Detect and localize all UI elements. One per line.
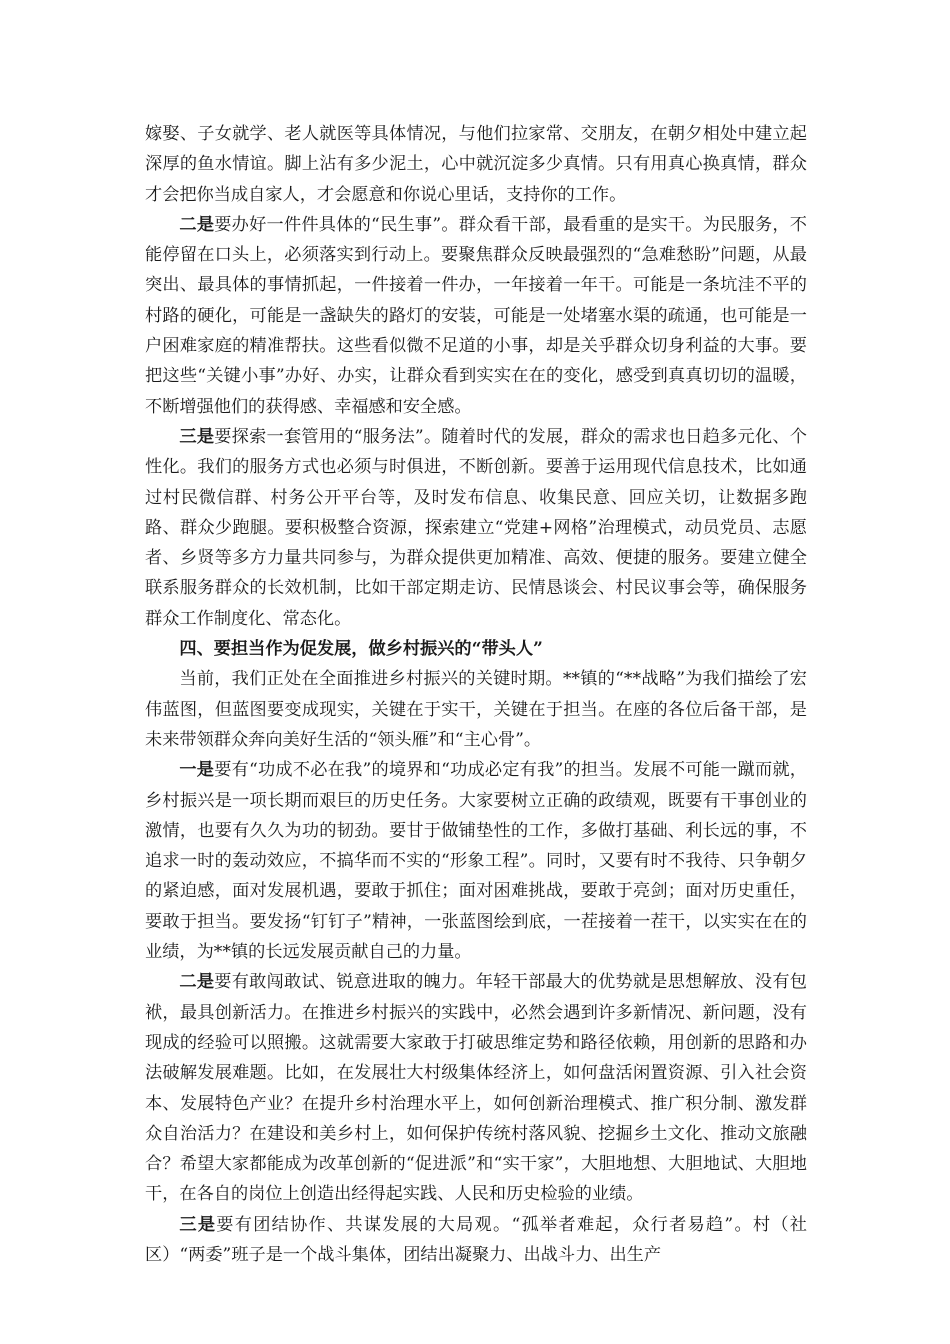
paragraph-point-two (145, 967, 807, 1209)
paragraph-text: 要办好一件件具体的“民生事”。群众看干部，最看重的是实干。为民服务，不能停留在口头上，必须落实到行动上。要聚焦群众反映最强烈的“急难愁盼”问题，从最突出、最具体的事情抓起，一件接着一件办，一年接着一年干。可能是一条坑洼不平的村路的硬化，可能是一盏缺失的路灯的安装，可能是一处堵塞水渠的疏通，也可能是一户困难家庭的精准帮扶。这些看似微不足道的小事，却是关乎群众切身利益的大事。要把这些“关键小事”办好、办实，让群众看到实实在在的变化，感受到真真切切的温暖，不断增强他们的获得感、幸福感和安全感。 (145, 214, 807, 417)
paragraph-lead: 一是 (179, 760, 215, 781)
paragraph-text: 要探索一套管用的“服务法”。随着时代的发展，群众的需求也日趋多元化、个性化。我们的服务方式也必须与时俱进，不断创新。要善于运用现代信息技术，比如通过村民微信群、村务公开平台等，及时发布信息、收集民意、回应关切，让数据多跑路、群众少跑腿。要积极整合资源，探索建立“党建+网格”治理模式，动员党员、志愿者、乡贤等多方力量共同参与，为群众提供更加精准、高效、便捷的服务。要建立健全联系服务群众的长效机制，比如干部定期走访、民情恳谈会、村民议事会等，确保服务群众工作制度化、常态化。 (145, 426, 807, 629)
paragraph-text: 要有“功成不必在我”的境界和“功成必定有我”的担当。发展不可能一蹴而就，乡村振兴是一项长期而艰巨的历史任务。大家要树立正确的政绩观，既要有干事创业的激情，也要有久久为功的韧劲。要甘于做铺垫性的工作，多做打基础、利长远的事，不追求一时的轰动效应，不搞华而不实的“形象工程”。同时，又要有时不我待、只争朝夕的紧迫感，面对发展机遇，要敢于抓住；面对困难挑战，要敢于亮剑；面对历史重任，要敢于担当。要发扬“钉钉子”精神，一张蓝图绘到底，一茬接着一茬干，以实实在在的业绩，为**镇的长远发展贡献自己的力量。 (145, 760, 807, 963)
paragraph-point-three (145, 422, 807, 634)
paragraph-point-one (145, 755, 807, 967)
paragraph-text: 嫁娶、子女就学、老人就医等具体情况，与他们拉家常、交朋友，在朝夕相处中建立起深厚的鱼水情谊。脚上沾有多少泥土，心中就沉淀多少真情。只有用真心换真情，群众才会把你当成自家人，才会愿意和你说心里话，支持你的工作。 (145, 124, 807, 205)
paragraph-text: 要有团结协作、共谋发展的大局观。“孤举者难起，众行者易趋”。村（社区）“两委”班子是一个战斗集体，团结出凝聚力、出战斗力、出生产 (145, 1214, 807, 1265)
paragraph-lead: 三是 (179, 426, 215, 447)
paragraph-point-two (145, 210, 807, 422)
paragraph-text: 当前，我们正处在全面推进乡村振兴的关键时期。**镇的“**战略”为我们描绘了宏伟蓝图，但蓝图要变成现实，关键在于实干，关键在于担当。在座的各位后备干部，是未来带领群众奔向美好生活的“领头雁”和“主心骨”。 (145, 669, 807, 750)
paragraph-point-three (145, 1210, 807, 1271)
paragraph-text: 要有敢闯敢试、锐意进取的魄力。年轻干部最大的优势就是思想解放、没有包袱，最具创新活力。在推进乡村振兴的实践中，必然会遇到许多新情况、新问题，没有现成的经验可以照搬。这就需要大家敢于打破思维定势和路径依赖，用创新的思路和办法破解发展难题。比如，在发展壮大村级集体经济上，如何盘活闲置资源、引入社会资本、发展特色产业？在提升乡村治理水平上，如何创新治理模式、推广积分制、激发群众自治活力？在建设和美乡村上，如何保护传统村落风貌、挖掘乡土文化、推动文旅融合？希望大家都能成为改革创新的“促进派”和“实干家”，大胆地想、大胆地试、大胆地干，在各自的岗位上创造出经得起实践、人民和历史检验的业绩。 (145, 972, 807, 1205)
document-page (145, 119, 807, 1270)
paragraph-lead: 二是 (179, 972, 215, 993)
paragraph-lead: 二是 (179, 214, 215, 235)
paragraph-continuation (145, 119, 807, 210)
paragraph-lead: 三是 (179, 1214, 217, 1235)
paragraph-section-intro (145, 664, 807, 755)
section-heading: 四、要担当作为促发展，做乡村振兴的“带头人” (179, 639, 543, 660)
